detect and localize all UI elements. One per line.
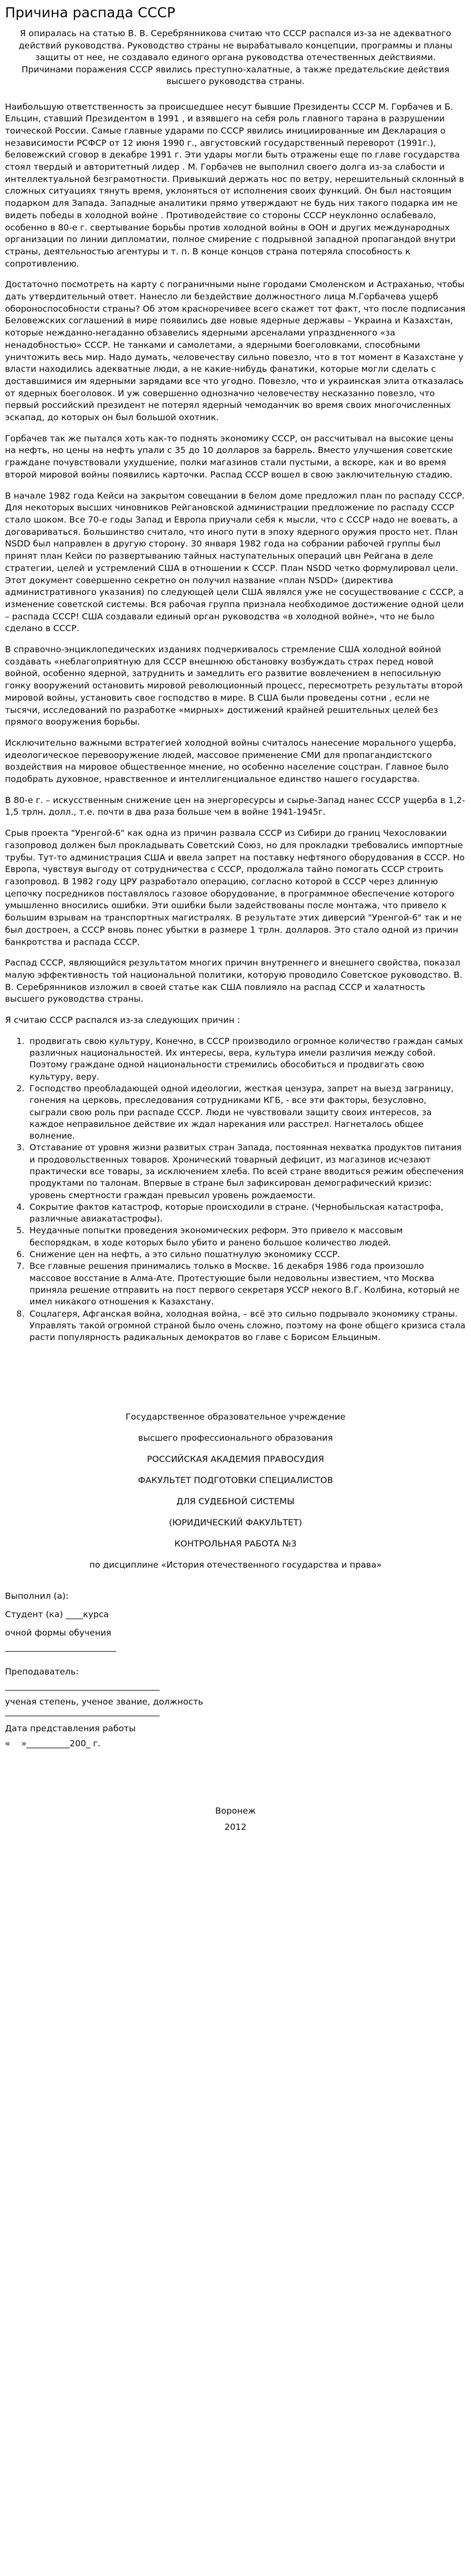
faculty-line-3: (ЮРИДИЧЕСКИЙ ФАКУЛЬТЕТ)	[168, 1518, 303, 1528]
student-line: Студент (ка) ____курса	[5, 1609, 109, 1620]
institution-line-1: Государственное образовательное учреждение	[125, 1412, 346, 1422]
body-paragraph-6: Исключительно важными встратегией холодной войны считалось нанесение морального ущерба, идеологическое перевооружение людей, массовое применение СМИ для пропагандистского воздействия на мировое общественное мнение, но особенно население соцстран. Главное было подобрать духовное, нравственное и интеллигенциальное единство нашего государства.	[5, 737, 457, 785]
discipline-line: по дисциплине «История отечественного государства и права»	[89, 1560, 382, 1570]
body-paragraph-2: Достаточно посмотреть на карту с пограничными ныне городами Смоленском и Астраханью, чтобы дать утвердительный ответ. Нанесло ли бездействие должностного лица М.Горбачева ущерб обороноспособности страны? Об этом красноречивее всего скажет тот факт, что после подписания Беловежских соглашений в мире появились две новые ядерные державы – Украина и Казахстан, которые нежданно-негаданно обзавелись ядерными арсеналами упраздненного «за ненадобностью» СССР. Не танками и самолетами, а ядерными боеголовками, способными уничтожить весь мир. Надо думать, человечеству сильно повезло, что в тот момент в Казахстане у власти находились адекватные люди, а не какие-нибудь фанатики, которые могли сделать с доставшимися им ядерными зарядами все что угодно. Повезло, что и украинская элита отказалась от ядерных боеголовок. И уж совершенно однозначно человечеству несказанно повезло, что первый российский президент не потерял ядерный чемоданчик во время своих многочисленных эскапад, до которых он был большой охотник.	[5, 279, 465, 423]
study-form-line: очной формы обучения	[5, 1628, 112, 1638]
city-label: Воронеж	[215, 1806, 256, 1816]
body-paragraph-3: Горбачев так же пытался хоть как-то поднять экономику СССР, он рассчитывал на высокие цены на нефть, но цены на нефть упали с 35 до 10 долларов за баррель. Вместо улучшения советские граждане почувствовали ухудшение, полки магазинов стали пустыми, а вскоре, как и во время второй мировой войны появились карточки. Распад СССР вошел в свою заключительную стадию.	[5, 433, 454, 480]
degree-line: ученая степень, ученое звание, должность	[5, 1697, 204, 1707]
reason-item-7: 7. Все главные решения принимались только в Москве. 16 декабря 1986 года произошло массовое восстание в Алма-Ате. Протестующие были недовольны известием, что Москва приняла решение отправить на пост первого секретаря УССР некого В.Г. Колбина, который не имел никакого отношения к Казахстану.	[27, 1260, 466, 1308]
reason-item-6: 6. Снижение цен на нефть, а это сильно пошатнулую экономику СССР.	[27, 1249, 466, 1260]
intro-paragraph: Я опиралась на статью В. В. Серебрянникова считаю что СССР распался из-за не адекватного действий руководства. Руководство страны не вырабатывало концепции, программы и планы защиты от нее, не создавало единого органа руководства отечественных действиями. Причинами поражения СССР явились преступно-халатные, а также предательские действия высшего руководства страны.	[18, 28, 453, 86]
reason-item-5: 5. Неудачные попытки проведения экономических реформ. Это привело к массовым беспорядкам, в ходе которых было убито и ранено большое количество людей.	[27, 1225, 466, 1249]
academy-name: РОССИЙСКАЯ АКАДЕМИЯ ПРАВОСУДИЯ	[147, 1454, 324, 1465]
year-label: 2012	[224, 1822, 247, 1833]
work-title: КОНТРОЛЬНАЯ РАБОТА №3	[174, 1539, 297, 1549]
teacher-name-blank	[5, 1690, 160, 1691]
faculty-line-1: ФАКУЛЬТЕТ ПОДГОТОВКИ СПЕЦИАЛИСТОВ	[138, 1475, 333, 1486]
title-page-header	[5, 1411, 466, 1571]
body-paragraph-8: Срыв проекта "Уренгой-6" как одна из причин развала СССР из Сибири до границ Чехословакии газопровод должен был прокладывать Советский Союз, но для прокладки требовались импортные трубы. Тут-то администрация США и ввела запрет на поставку нефтяного оборудования в СССР. Но Европа, чувствуя выгоду от сотрудничества с СССР, продолжала тайно помогать СССР строить газопровод. В 1982 году ЦРУ разработало операцию, согласно которой в СССР через длинную цепочку посредников поставлялось газовое оборудование, в программное обеспечение которого умышленно вносились ошибки. Эти ошибки были задействованы после монтажа, что привело к большим взрывам на транспортных магистралях. В результате этих диверсий "Уренгой-6" так и не был достроен, а СССР вновь понес убытки в размере 1 трлн. долларов. Это стало одной из причин банкротства и распада СССР.	[5, 828, 465, 947]
submit-date-value: « »__________200_ г.	[5, 1738, 101, 1749]
institution-line-2: высшего профессионального образования	[138, 1433, 333, 1444]
reasons-lead: Я считаю СССР распался из-за следующих причин :	[5, 1015, 240, 1026]
reason-item-1: 1. продвигать свою культуру, Конечно, в СССР производило огромное количество граждан самых различных национальностей. Их интересы, вера, культура имели различия между собой. Поэтому граждане одной национальности стремились обособиться и продвигать свою культуру, веру.	[27, 1036, 466, 1083]
teacher-label: Преподаватель:	[5, 1667, 79, 1677]
body-paragraph-7: В 80-е г. – искусственным снижение цен на энергоресурсы и сырье-Запад нанес СССР ущерба в 1,2-1,5 трлн. долл., т.е. почти в два раза больше чем в войне 1941-1945г.	[5, 795, 465, 817]
reason-item-4: 4. Сокрытие фактов катастроф, которые происходили в стране. (Чернобыльская катастрофа, различные авиакатастрофы).	[27, 1201, 466, 1225]
body-paragraph-5: В справочно-энциклопедических изданиях подчеркивалось стремление США холодной войной создавать «неблагоприятную для СССР внешнюю обстановку возбуждать страх перед новой войной, особенно ядерной, затруднить и замедлить его развитие вовлечением в непосильную гонку вооружений остановить мировой революционный процесс, пересмотреть результаты второй мировой войны, установить свое господство в мире. В США были проведены сотни , если не тысячи, исследований по разработке «мирных» достижений крайней решительных целей без прямого вооружения борьбы.	[5, 644, 463, 727]
faculty-line-2: ДЛЯ СУДЕБНОЙ СИСТЕМЫ	[176, 1496, 295, 1507]
reason-item-3: 3. Отставание от уровня жизни развитых стран Запада, постоянная нехватка продуктов питания и продовольственных товаров. Хронический товарный дефицит, из магазинов исчезают практически все товары, за исключением хлеба. По всей стране вводиться режим обеспечения продуктами по талонам. Впервые в стране был зафиксирован демографический кризис: уровень смертности граждан превысил уровень рождаемости.	[27, 1142, 466, 1201]
body-paragraph-9: Распад СССР, являющийся результатом многих причин внутреннего и внешнего свойства, показал малую эффективность той национальной политики, которую проводило Советское руководство. В. В. Серебрянников изложил в своей статье как США повлияло на распад СССР и халатность высшего руководства страны.	[5, 958, 463, 1004]
document-title: Причина распада СССР	[5, 4, 176, 21]
submit-date-label: Дата представления работы	[5, 1723, 136, 1734]
body-paragraph-1: Наибольшую ответственность за происшедшее несут бывшие Президенты СССР М. Горбачев и Б. Ельцин, ставший Президентом в 1991 , и взявшего на себя роль главного тарана в разрушении тоической России. Самые главные ударами по СССР явились инициированные им Декларация о независимости РСФСР от 12 июня 1990 г., августовский государственный переворот (1991г.), беловежский сговор в декабре 1991 г. Эти удары могли быть отражены еще по главе государства стоял твердый и авторитетный лидер . М. Горбачев не выполнил своего долга из-за слабости и интеллектуальной безграмотности. Привыкший держать нос по ветру, нерешительный склонный в сложных ситуациях тянуть время, уклоняться от исполнения своих функций. Он был настоящим подарком для Запада. Западные аналитики прямо утверждают не будь них такого подарка им не видеть победы в холодной войне . Противодействие со стороны СССР неуклонно ослабевало, особенно в 80-е г. свертывание борьбы против холодной войны в ООН и других международных организации по линии дипломатии, полное смирение с подрывной западной пропагандой внутри страны, деятельностью агентуры и т. п. В конце концов страна потеряла способность к сопротивлению.	[5, 101, 464, 269]
reasons-list	[5, 1036, 466, 1344]
performed-by-label: Выполнил (а):	[5, 1591, 69, 1602]
body-paragraph-4: В начале 1982 года Кейси на закрытом совещании в белом доме предложил план по распаду СССР. Для некоторых высших чиновников Рейгановской администрации предложение по распаду СССР стало шоком. Все 70-е годы Запад и Европа приучали себя к мысли, что с СССР надо не воевать, а договариваться. Большинство считало, что иного пути в эпоху ядерного оружия просто нет. План NSDD был направлен в другую сторону. 30 января 1982 года на собрании рабочей группы был принят план Кейси по развертыванию тайных наступательных операций цвн Рейгана в деле стратегии, целей и устремлений США в отношении к СССР. План NSDD четко формулировал цели. Этот документ совершенно секретно он получил название «план NSDD» (директива административного указания) по следующей цели США являлся уже не сосуществование с СССР, а изменение советской системы. Вся рабочая группа признала необходимое достижение одной цели – распада СССР! США создавали единый орган руководства «в холодной войне», что не было сделано в СССР.	[5, 490, 465, 634]
reason-item-2: 2. Господство преобладающей одной идеологии, жесткая цензура, запрет на выезд заграницу, гонения на церковь, преследования сотрудниками КГБ, - все эти факторы, безусловно, сыграли свою роль при распаде СССР. Люди не чувствовали защиту своих интересов, за каждое неправильное действие их ждал нарекания или расстрел. Нагнеталось общее волнение.	[27, 1083, 466, 1142]
reason-item-8: 8. Соцлагеря, Афганская война, холодная война, – всё это сильно подрывало экономику страны. Управлять такой огромной страной было очень сложно, поэтому на фоне общего кризиса стала расти популярность радикальных демократов во главе с Борисом Ельциным.	[27, 1308, 466, 1344]
